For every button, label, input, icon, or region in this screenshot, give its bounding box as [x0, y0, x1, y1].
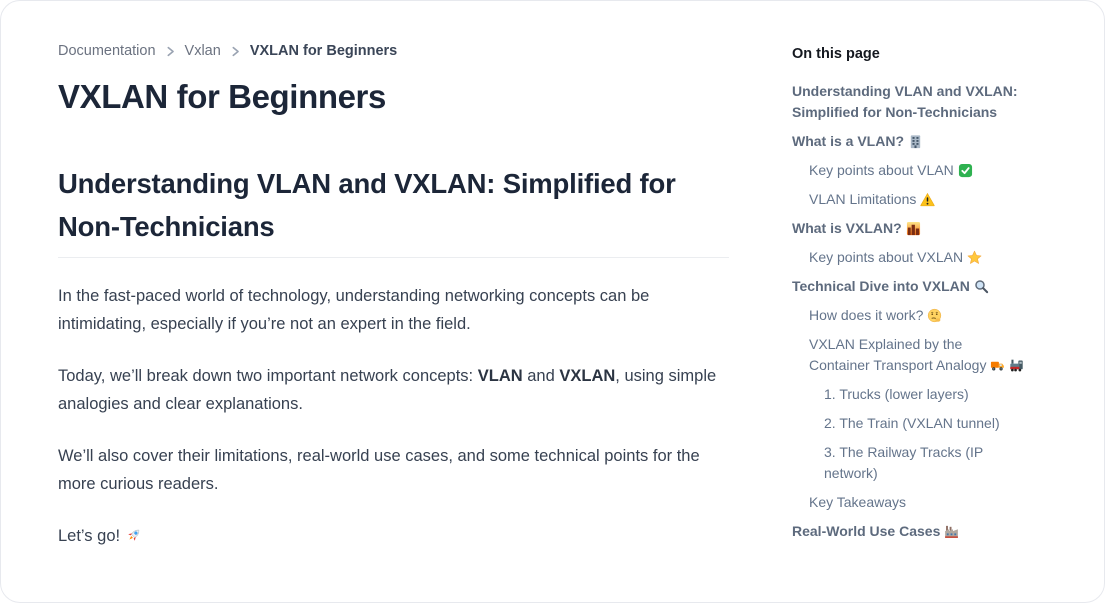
toc-item-label: Key points about VLAN — [809, 162, 954, 178]
chevron-right-icon — [165, 46, 176, 57]
toc-item-label: Real-World Use Cases — [792, 523, 941, 539]
article-body — [58, 282, 729, 550]
toc-item[interactable] — [792, 442, 1025, 484]
paragraph: In the fast-paced world of technology, understanding networking concepts can be intimidating, especially if you’re not an expert in the field. — [58, 287, 650, 333]
toc-sidebar — [792, 46, 1025, 550]
toc-list — [792, 81, 1025, 542]
rocket-icon — [125, 527, 142, 544]
thinking-face-icon — [927, 308, 942, 323]
toc-item-label: What is a VLAN? — [792, 133, 905, 149]
warning-icon — [920, 192, 935, 207]
section-heading: Understanding VLAN and VXLAN: Simplified for Non-Technicians — [58, 162, 729, 258]
toc-item[interactable] — [792, 81, 1025, 123]
toc-item[interactable] — [792, 305, 1025, 326]
paragraph: We’ll also cover their limitations, real-world use cases, and some technical points for the more curious readers. — [58, 447, 700, 493]
factory-icon — [944, 524, 959, 539]
toc-item-label: 2. The Train (VXLAN tunnel) — [824, 415, 1000, 431]
toc-item-label: VLAN Limitations — [809, 191, 917, 207]
toc-item-label: 3. The Railway Tracks (IP network) — [824, 444, 983, 481]
star-icon — [967, 250, 982, 265]
toc-item[interactable] — [792, 413, 1025, 434]
toc-item-label: How does it work? — [809, 307, 924, 323]
office-building-icon — [908, 134, 923, 149]
toc-item[interactable] — [792, 160, 1025, 181]
breadcrumb-link[interactable]: Documentation — [58, 43, 156, 59]
toc-item[interactable] — [792, 521, 1025, 542]
toc-item-label: Key Takeaways — [809, 494, 907, 510]
bold-text: VLAN — [477, 367, 523, 385]
breadcrumb-current: VXLAN for Beginners — [249, 43, 398, 59]
toc-item-label: Understanding VLAN and VXLAN: Simplified for Non-Technicians — [792, 83, 1018, 120]
breadcrumb-link[interactable]: Vxlan — [184, 43, 221, 59]
toc-item[interactable] — [792, 276, 1025, 297]
magnifying-glass-icon — [974, 279, 989, 294]
toc-item-label: Technical Dive into VXLAN — [792, 278, 970, 294]
delivery-truck-icon — [990, 358, 1005, 373]
paragraph: Today, we’ll break down two important network concepts: VLAN and VXLAN, using simple analogies and clear explanations. — [58, 367, 717, 413]
toc-item[interactable] — [792, 218, 1025, 239]
breadcrumb — [58, 43, 729, 59]
chevron-right-icon — [230, 46, 241, 57]
paragraph: Let’s go! — [58, 522, 729, 550]
toc-item-label: 1. Trucks (lower layers) — [824, 386, 969, 402]
toc-item[interactable] — [792, 189, 1025, 210]
cityscape-at-dusk-icon — [906, 221, 921, 236]
bold-text: VXLAN — [559, 367, 616, 385]
toc-item[interactable] — [792, 492, 1025, 513]
toc-item-label: Key points about VXLAN — [809, 249, 964, 265]
toc-item[interactable] — [792, 334, 1025, 376]
toc-title: On this page — [792, 46, 880, 62]
toc-item-label: VXLAN Explained by the Container Transport Analogy — [809, 336, 987, 373]
check-mark-icon — [958, 163, 973, 178]
toc-item[interactable] — [792, 384, 1025, 405]
page-title: VXLAN for Beginners — [58, 78, 386, 115]
toc-item[interactable] — [792, 131, 1025, 152]
toc-item-label: What is VXLAN? — [792, 220, 902, 236]
locomotive-icon — [1009, 358, 1024, 373]
main-content — [58, 43, 729, 550]
toc-item[interactable] — [792, 247, 1025, 268]
